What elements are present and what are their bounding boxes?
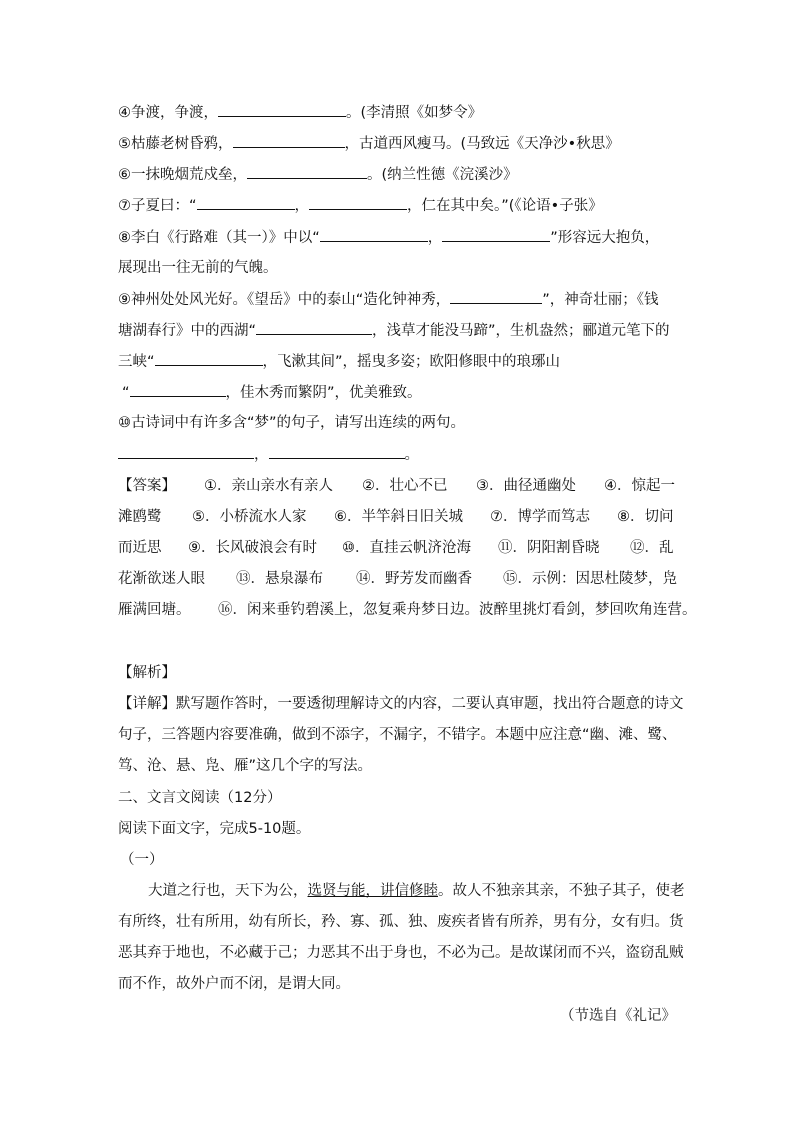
answer-item: ②．壮心不已 (362, 478, 448, 494)
answer-item: ⑦．博学而笃志 (490, 509, 590, 525)
answer-item: ⑬．悬泉瀑布 (236, 571, 323, 587)
answer-blank[interactable] (118, 444, 254, 459)
item-5-source: ，古道西风瘦马。(马致远《天净沙•秋思》 (344, 136, 620, 152)
answer-item: ⑨．长风破浪会有时 (188, 540, 317, 556)
subsection-label: （一） (120, 852, 164, 868)
analysis-line-3: 笃、沧、悬、凫、雁”这几个字的写法。 (118, 758, 373, 774)
answer-blank[interactable] (450, 289, 542, 304)
detail-label: 【详解】 (118, 696, 176, 712)
line-text: ，浅草才能没马蹄”，生机盎然；郦道元笔下的 (372, 323, 670, 339)
item-7-text: ⑦子夏曰：“ (118, 198, 197, 214)
answer-blank[interactable] (247, 164, 367, 179)
answer-item: ①．亲山亲水有亲人 (204, 478, 333, 494)
item-8-tail: ”形容远大抱负， (550, 230, 660, 246)
underlined-phrase: 选贤与能，讲信修睦 (307, 883, 438, 899)
item-6-source: 。(纳兰性德《浣溪沙》 (367, 167, 518, 183)
answer-blank[interactable] (320, 227, 428, 242)
answer-item: ④．惊起一 (604, 478, 675, 494)
item-8 (118, 227, 659, 248)
answer-item: ⑪．阴阳割昏晓 (498, 540, 600, 556)
answer-blank[interactable] (155, 351, 263, 366)
line-text: 。故人不独亲其亲，不独子其子，使老 (438, 883, 685, 899)
line-text: 默写题作答时，一要透彻理解诗文的内容，二要认真审题，找出符合题意的诗文 (176, 696, 684, 712)
item-6 (118, 164, 518, 185)
item-7-source: ，仁在其中矣。”(《论语•子张》 (407, 198, 603, 214)
item-9 (118, 289, 659, 310)
answer-item: 滩鸥鹭 (118, 509, 162, 525)
passage-line-1 (148, 881, 685, 901)
item-4 (118, 102, 482, 123)
line-text: 三峡“ (118, 354, 155, 370)
answer-item: ⑥．半竿斜日旧关城 (334, 509, 463, 525)
analysis-label: 【解析】 (118, 665, 176, 681)
line-text: 塘湖春行》中的西湖“ (118, 323, 257, 339)
item-4-text: ④争渡，争渡， (118, 105, 218, 121)
answer-blank[interactable] (256, 320, 372, 335)
line-text: ，佳木秀而繁阴”，优美雅致。 (225, 385, 422, 401)
item-5 (118, 133, 620, 154)
item-8-text: ⑧李白《行路难（其一）》中以“ (118, 230, 320, 246)
passage-source: （节选自《礼记》 (560, 1008, 676, 1024)
item-10-blanks (118, 444, 419, 465)
line-text: ，飞漱其间”，摇曳多姿；欧阳修眼中的琅琊山 (262, 354, 561, 370)
answer-item: ⑧．切问 (617, 509, 674, 525)
item-4-source: 。(李清照《如梦令》 (346, 105, 483, 121)
answer-item: ⑤．小桥流水人家 (192, 509, 307, 525)
answer-blank[interactable] (218, 102, 346, 117)
item-8-continued: 展现出一往无前的气魄。 (118, 260, 278, 276)
separator: ， (294, 198, 310, 214)
item-10: ⑩古诗词中有许多含“梦”的句子，请写出连续的两句。 (118, 415, 466, 431)
answer-blank[interactable] (197, 195, 295, 210)
section-instruction: 阅读下面文字，完成5-10题。 (118, 821, 311, 837)
item-9-line-3 (118, 351, 560, 372)
answer-blank[interactable] (442, 227, 550, 242)
separator: ， (427, 230, 443, 246)
answer-item: ⑭．野芳发而幽香 (356, 571, 472, 587)
section-title: 二、文言文阅读（12分） (118, 790, 282, 806)
answer-label: 【答案】 (118, 478, 176, 494)
answer-blank[interactable] (269, 444, 405, 459)
answer-item: 而近思 (118, 540, 162, 556)
item-9-tail: ”，神奇壮丽；《钱 (542, 292, 659, 308)
analysis-line-2: 句子，三答题内容要准确，做到不添字，不漏字，不错字。本题中应注意“幽、滩、鹭、 (118, 727, 677, 743)
item-5-text: ⑤枯藤老树昏鸦， (118, 136, 233, 152)
period: 。 (404, 447, 419, 463)
passage-line-4: 而不作，故外户而不闭，是谓大同。 (118, 976, 350, 992)
line-text: 大道之行也，天下为公， (148, 883, 308, 899)
analysis-line-1 (118, 694, 684, 714)
answer-item: ⑩．直挂云帆济沧海 (342, 540, 471, 556)
answer-blank[interactable] (309, 195, 407, 210)
item-9-line-4 (122, 382, 422, 403)
item-9-text: ⑨神州处处风光好。《望岳》中的泰山“造化钟神秀， (118, 292, 451, 308)
answer-item: 花渐欲迷人眼 (118, 571, 205, 587)
item-6-text: ⑥一抹晚烟荒戍垒， (118, 167, 247, 183)
answer-item: ⑫．乱 (630, 540, 674, 556)
line-text: “ (122, 385, 130, 401)
answer-blank[interactable] (130, 382, 226, 397)
answer-item: 雁满回塘。 (118, 602, 191, 618)
answer-blank[interactable] (233, 133, 345, 148)
passage-line-3: 恶其弃于地也，不必藏于己；力恶其不出于身也，不必为己。是故谋闭而不兴，盗窃乱贼 (118, 945, 684, 961)
separator: ， (254, 447, 269, 463)
answer-item: ⑮．示例：因思杜陵梦，凫 (503, 571, 677, 587)
passage-line-2: 有所终，壮有所用，幼有所长，矜、寡、孤、独、废疾者皆有所养，男有分，女有归。货 (118, 914, 684, 930)
item-7 (118, 195, 603, 216)
answer-item: ③．曲径通幽处 (476, 478, 576, 494)
answer-item: ⑯．闲来垂钓碧溪上，忽复乘舟梦日边。波醉里挑灯看剑，梦回吹角连营。 (218, 602, 697, 618)
item-9-line-2 (118, 320, 670, 341)
